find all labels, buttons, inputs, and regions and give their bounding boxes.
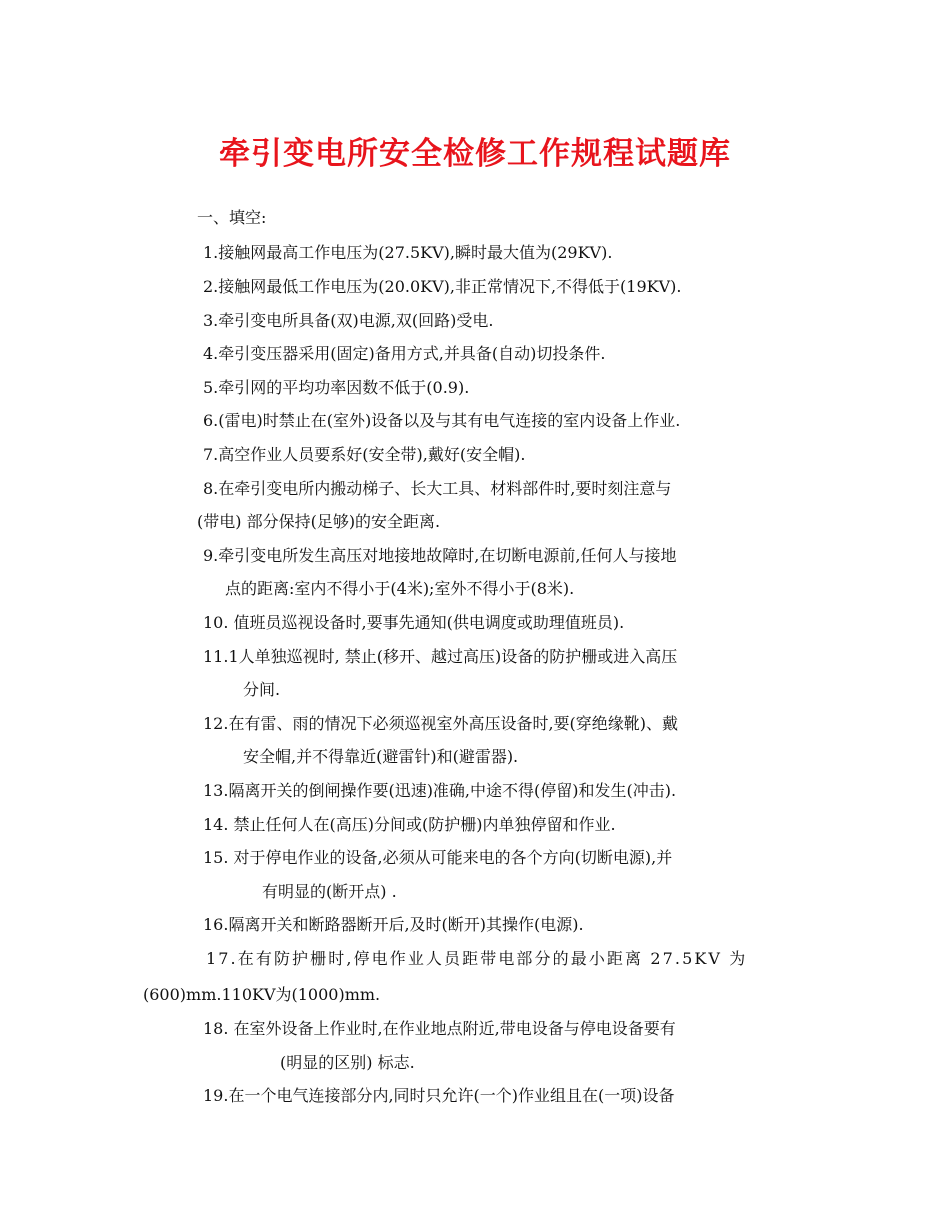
question-line: 3.牵引变电所具备(双)电源,双(回路)受电. — [203, 311, 494, 330]
question-line-continuation: (明显的区别) 标志. — [280, 1053, 415, 1072]
question-line: 5.牵引网的平均功率因数不低于(0.9). — [203, 378, 470, 397]
question-line: 2.接触网最低工作电压为(20.0KV),非正常情况下,不得低于(19KV). — [203, 277, 682, 296]
question-line: 9.牵引变电所发生高压对地接地故障时,在切断电源前,任何人与接地 — [203, 546, 677, 565]
question-line: 8.在牵引变电所内搬动梯子、长大工具、材料部件时,要时刻注意与 — [203, 479, 672, 498]
question-line-continuation: 有明显的(断开点) . — [262, 882, 397, 901]
question-line: 7.高空作业人员要系好(安全带),戴好(安全帽). — [203, 445, 526, 464]
question-line-continuation: (带电) 部分保持(足够)的安全距离. — [197, 512, 441, 531]
page-title: 牵引变电所安全检修工作规程试题库 — [219, 136, 731, 172]
question-line-continuation: (600)mm.110KV为(1000)mm. — [143, 985, 381, 1004]
question-line-continuation: 点的距离:室内不得小于(4米);室外不得小于(8米). — [225, 579, 575, 598]
question-line-continuation: 安全帽,并不得靠近(避雷针)和(避雷器). — [243, 747, 519, 766]
question-line: 16.隔离开关和断路器断开后,及时(断开)其操作(电源). — [203, 915, 584, 934]
question-line: 10. 值班员巡视设备时,要事先通知(供电调度或助理值班员). — [203, 613, 625, 632]
question-line: 18. 在室外设备上作业时,在作业地点附近,带电设备与停电设备要有 — [203, 1019, 676, 1038]
question-line: 14. 禁止任何人在(高压)分间或(防护栅)内单独停留和作业. — [203, 815, 616, 834]
question-line: 15. 对于停电作业的设备,必须从可能来电的各个方向(切断电源),并 — [203, 848, 673, 867]
question-line: 17.在有防护栅时,停电作业人员距带电部分的最小距离 27.5KV 为 — [206, 949, 748, 968]
question-line-continuation: 分间. — [243, 680, 281, 699]
question-line: 1.接触网最高工作电压为(27.5KV),瞬时最大值为(29KV). — [203, 243, 613, 262]
question-line: 11.1人单独巡视时, 禁止(移开、越过高压)设备的防护栅或进入高压 — [203, 647, 678, 666]
question-line: 13.隔离开关的倒闸操作要(迅速)准确,中途不得(停留)和发生(冲击). — [203, 781, 677, 800]
question-line: 12.在有雷、雨的情况下必须巡视室外高压设备时,要(穿绝缘靴)、戴 — [203, 714, 679, 733]
section-heading: 一、填空: — [197, 208, 267, 227]
question-line: 6.(雷电)时禁止在(室外)设备以及与其有电气连接的室内设备上作业. — [203, 411, 681, 430]
question-line: 4.牵引变压器采用(固定)备用方式,并具备(自动)切投条件. — [203, 344, 606, 363]
question-line: 19.在一个电气连接部分内,同时只允许(一个)作业组且在(一项)设备 — [203, 1086, 675, 1105]
